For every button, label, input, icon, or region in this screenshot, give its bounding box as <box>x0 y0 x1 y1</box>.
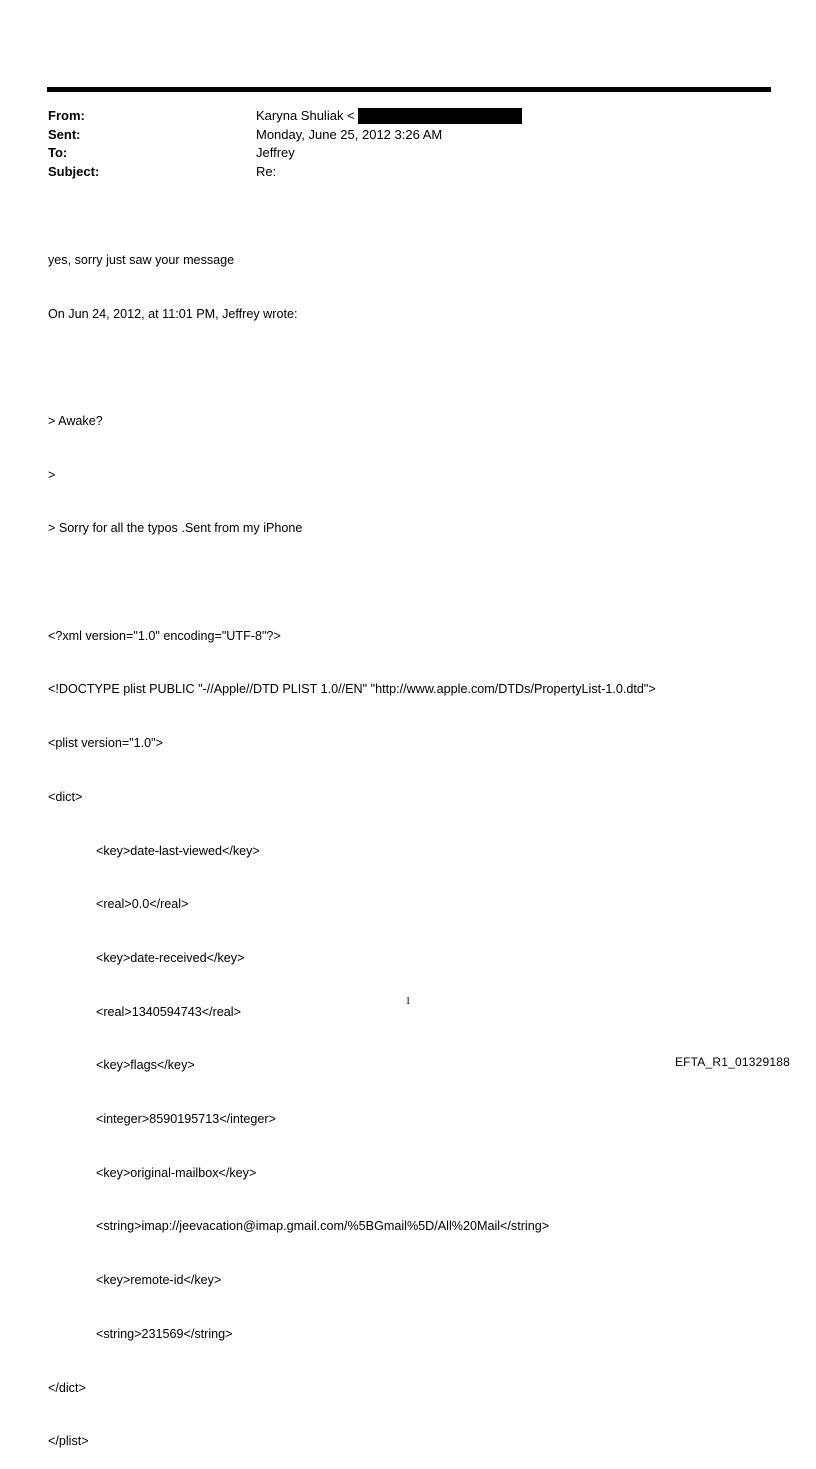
quoted-line: > <box>48 467 56 482</box>
dict-line: <string>imap://jeevacation@imap.gmail.com/%5BGmail%5D/All%20Mail</string> <box>96 1219 550 1234</box>
xml-declaration: <?xml version="1.0" encoding="UTF-8"?> <box>48 628 281 643</box>
dict-line: <key>original-mailbox</key> <box>96 1165 257 1180</box>
dict-line: <key>flags</key> <box>96 1058 195 1073</box>
document-id: EFTA_R1_01329188 <box>674 1055 790 1069</box>
sent-label: Sent: <box>48 126 81 142</box>
sent-row <box>48 126 522 145</box>
plist-close: </plist> <box>48 1434 89 1449</box>
from-value-wrap <box>256 107 522 126</box>
sent-value: Monday, June 25, 2012 3:26 AM <box>256 126 443 142</box>
subject-label: Subject: <box>48 163 100 179</box>
dict-line: <key>date-received</key> <box>96 950 245 965</box>
to-label: To: <box>48 145 68 160</box>
dict-line: <string>231569</string> <box>96 1326 233 1341</box>
dict-line: <key>remote-id</key> <box>96 1273 222 1288</box>
from-row <box>48 107 522 126</box>
page-number: 1 <box>405 995 411 1007</box>
dict-close: </dict> <box>48 1380 86 1395</box>
spacer <box>48 574 656 592</box>
to-row <box>48 144 522 163</box>
spacer <box>48 359 656 377</box>
plist-open: <plist version="1.0"> <box>48 736 164 751</box>
email-body <box>48 216 656 1469</box>
dict-line: <integer>8590195713</integer> <box>96 1112 276 1127</box>
dict-line: <real>0.0</real> <box>96 897 189 912</box>
dict-line: <real>1340594743</real> <box>96 1004 241 1019</box>
quote-attribution: On Jun 24, 2012, at 11:01 PM, Jeffrey wrote: <box>48 306 298 321</box>
quoted-line: > Awake? <box>48 413 103 428</box>
dict-open: <dict> <box>48 789 83 804</box>
redaction-block <box>358 108 522 124</box>
quoted-line: > Sorry for all the typos .Sent from my iPhone <box>48 521 303 536</box>
subject-value: Re: <box>256 163 277 179</box>
reply-line: yes, sorry just saw your message <box>48 252 235 267</box>
from-label: From: <box>48 108 85 123</box>
subject-row <box>48 163 522 182</box>
to-value: Jeffrey <box>256 145 295 160</box>
from-value: Karyna Shuliak < <box>256 108 355 123</box>
email-header <box>48 107 522 181</box>
header-rule <box>47 87 771 92</box>
xml-doctype: <!DOCTYPE plist PUBLIC "-//Apple//DTD PLIST 1.0//EN" "http://www.apple.com/DTDs/PropertyList-1.0.dtd"> <box>48 682 656 697</box>
dict-line: <key>date-last-viewed</key> <box>96 843 260 858</box>
